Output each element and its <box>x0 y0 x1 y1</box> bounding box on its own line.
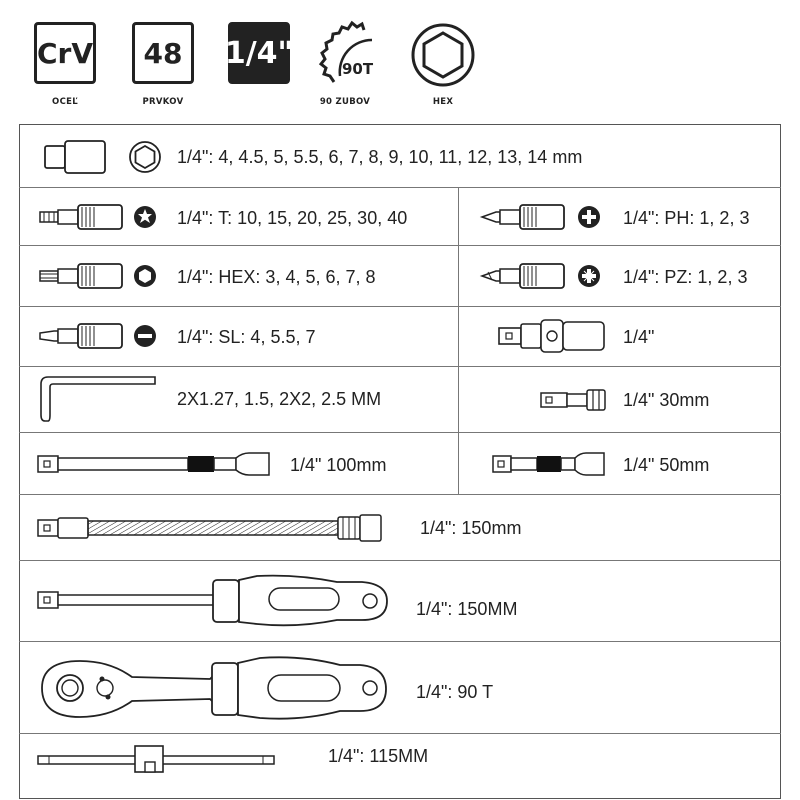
t-bar-label: 1/4": 115MM <box>328 746 429 766</box>
hex-caption: HEX <box>432 97 454 107</box>
phillips-icon <box>577 205 601 229</box>
hex-label: 1/4": HEX: 3, 4, 5, 6, 7, 8 <box>177 267 376 287</box>
universal-joint-label: 1/4" <box>623 327 655 347</box>
flex-extension-icon <box>37 512 383 544</box>
pozidriv-bit-icon <box>482 261 566 291</box>
slotted-bit-icon <box>40 321 124 351</box>
adapter-icon <box>540 389 606 411</box>
column-divider <box>458 187 459 494</box>
pozidriv-label: 1/4": PZ: 1, 2, 3 <box>623 267 748 287</box>
extension-100-label: 1/4" 100mm <box>290 455 387 475</box>
flex-extension-label: 1/4": 150mm <box>420 518 522 538</box>
hex-head-icon <box>133 264 157 288</box>
row-divider <box>19 245 781 246</box>
hex-bit-icon <box>40 261 124 291</box>
count-caption: PRVKOV <box>142 97 184 107</box>
pozidriv-icon <box>577 264 601 288</box>
size-badge: 1/4" <box>228 22 290 84</box>
ratchet-label: 1/4": 90 T <box>416 682 494 702</box>
hex-socket-icon <box>128 140 162 174</box>
socket-icon <box>44 140 106 174</box>
spinner-handle-label: 1/4": 150MM <box>416 599 518 619</box>
phillips-bit-icon <box>482 202 566 232</box>
spinner-handle-icon <box>37 574 391 630</box>
row-divider <box>19 306 781 307</box>
row-divider <box>19 432 781 433</box>
crv-caption: OCEĽ <box>52 97 78 107</box>
hex-icon <box>410 22 476 88</box>
gear-icon <box>316 18 386 90</box>
row-divider <box>19 494 781 495</box>
row-divider <box>19 560 781 561</box>
universal-joint-icon <box>498 316 606 356</box>
crv-badge: CrV <box>34 22 96 84</box>
adapter-label: 1/4" 30mm <box>623 390 710 410</box>
row-divider <box>19 733 781 734</box>
slotted-icon <box>133 324 157 348</box>
sockets-label: 1/4": 4, 4.5, 5, 5.5, 6, 7, 8, 9, 10, 11, 12, 13, 14 mm <box>177 147 583 167</box>
t-bar-icon <box>37 744 275 774</box>
extension-50-icon <box>492 450 606 478</box>
torx-label: 1/4": T: 10, 15, 20, 25, 30, 40 <box>177 208 408 228</box>
row-divider <box>19 366 781 367</box>
torx-bit-icon <box>40 202 124 232</box>
gear-caption: 90 ZUBOV <box>319 97 371 107</box>
count-badge: 48 <box>132 22 194 84</box>
hex-keys-label: 2X1.27, 1.5, 2X2, 2.5 MM <box>177 389 382 409</box>
row-divider <box>19 187 781 188</box>
phillips-label: 1/4": PH: 1, 2, 3 <box>623 208 750 228</box>
hex-key-icon <box>38 375 158 423</box>
slotted-label: 1/4": SL: 4, 5.5, 7 <box>177 327 316 347</box>
gear-badge-text: 90T <box>342 60 374 78</box>
torx-icon <box>133 205 157 229</box>
extension-50-label: 1/4" 50mm <box>623 455 710 475</box>
extension-100-icon <box>37 450 271 478</box>
row-divider <box>19 641 781 642</box>
ratchet-icon <box>40 655 390 721</box>
